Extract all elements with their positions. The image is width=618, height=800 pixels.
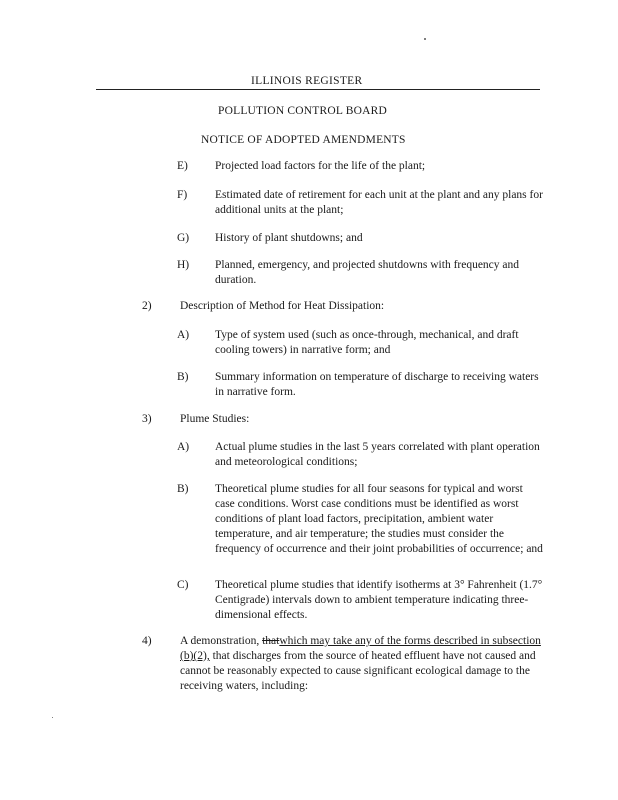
section-3-b-label: B): [177, 483, 189, 495]
item-e-label: E): [177, 160, 188, 172]
section-3-title: Plume Studies:: [180, 413, 250, 425]
section-2-b-label: B): [177, 371, 189, 383]
section-2-title: Description of Method for Heat Dissipation:: [180, 300, 385, 312]
section-2-b-text: Summary information on temperature of discharge to receiving waters in narrative form.: [215, 371, 539, 398]
item-e-text: Projected load factors for the life of the plant;: [215, 160, 426, 172]
section-3-a-label: A): [177, 441, 190, 453]
item-h-text: Planned, emergency, and projected shutdowns with frequency and duration.: [215, 259, 520, 286]
scan-speck: [52, 717, 53, 718]
notice-title: NOTICE OF ADOPTED AMENDMENTS: [201, 134, 406, 146]
section-4-rest: that discharges from the source of heated effluent have not caused and cannot be reasonably expected to cause significant ecological damage to the receiving waters, including:: [180, 650, 536, 692]
section-2-a-label: A): [177, 329, 190, 341]
scan-speck: [424, 38, 426, 40]
board-title: POLLUTION CONTROL BOARD: [218, 105, 388, 117]
section-3-c-text: Theoretical plume studies that identify isotherms at 3° Fahrenheit (1.7° Centigrade) intervals down to ambient temperature indicating three-dimensional effects.: [215, 579, 543, 621]
section-4-label: 4): [142, 635, 152, 647]
section-4-inserted-text: which may take any of the forms described in subsection (b)(2),: [180, 635, 541, 662]
item-f-text: Estimated date of retirement for each unit at the plant and any plans for additional units at the plant;: [215, 189, 543, 216]
header-rule: [96, 89, 540, 90]
section-3-a-text: Actual plume studies in the last 5 years correlated with plant operation and meteorological conditions;: [215, 441, 540, 468]
item-g-text: History of plant shutdowns; and: [215, 232, 363, 244]
section-3-label: 3): [142, 413, 152, 425]
section-4-intro: A demonstration,: [180, 635, 263, 647]
item-h-label: H): [177, 259, 190, 271]
register-title: ILLINOIS REGISTER: [251, 75, 363, 87]
section-4-deleted-text: that: [262, 635, 280, 647]
section-3-c-label: C): [177, 579, 189, 591]
section-3-b-text: Theoretical plume studies for all four seasons for typical and worst case conditions. Worst case conditions must be identified as worst conditions of plant load factors, precipitation, ambient water temperature, and air temperature; the studies must consider the frequency of occurrence and their joint probabilities of occurrence; and: [215, 483, 543, 555]
item-f-label: F): [177, 189, 188, 201]
section-2-label: 2): [142, 300, 152, 312]
section-4-text: [180, 634, 545, 694]
item-g-label: G): [177, 232, 190, 244]
section-2-a-text: Type of system used (such as once-through, mechanical, and draft cooling towers) in narrative form; and: [215, 329, 519, 356]
